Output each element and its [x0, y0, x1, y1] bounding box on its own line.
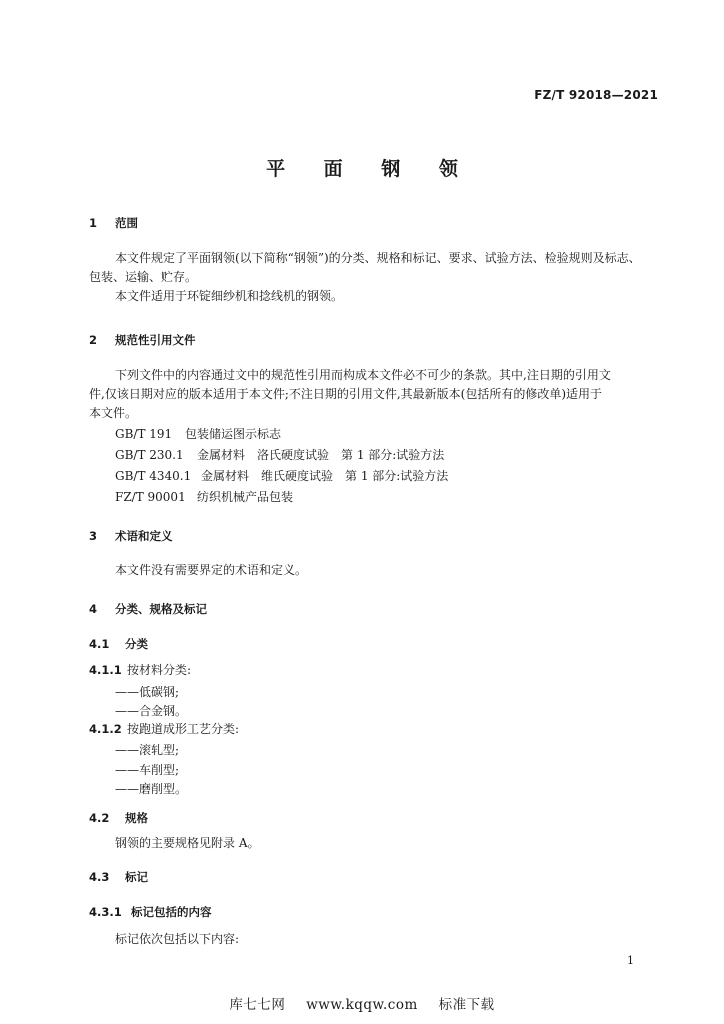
page-number: 1 — [627, 954, 634, 967]
standard-code: FZ/T 92018—2021 — [534, 88, 658, 102]
section-title: 规格 — [125, 811, 149, 825]
section-title: 术语和定义 — [115, 529, 173, 543]
clause-4-1-2 — [89, 720, 652, 739]
footer-tagline: 标准下载 — [438, 997, 495, 1013]
section-3-heading — [89, 528, 173, 544]
section-2-heading — [89, 332, 196, 348]
reference-name: 纺织机械产品包装 — [197, 490, 294, 504]
list-item: ——合金钢。 — [115, 704, 188, 718]
reference-name: 金属材料 维氏硬度试验 第 1 部分:试验方法 — [201, 469, 449, 483]
clause-4-1-1 — [89, 661, 652, 680]
paragraph: 本文件没有需要界定的术语和定义。 — [115, 563, 308, 577]
section-title: 标记包括的内容 — [131, 905, 212, 919]
section-number: 4.2 — [89, 811, 110, 825]
section-title: 分类、规格及标记 — [115, 602, 208, 616]
list-item: ——低碳钢; — [115, 685, 180, 699]
section-number: 1 — [89, 216, 98, 230]
section-number: 4 — [89, 602, 98, 616]
paragraph: 本文件适用于环锭细纱机和捻线机的钢领。 — [115, 289, 344, 303]
list-item: ——磨削型。 — [115, 782, 188, 796]
reference-name: 包装储运图示标志 — [185, 427, 282, 441]
paragraph: 钢领的主要规格见附录 A。 — [115, 836, 260, 850]
document-title: 平 面 钢 领 — [266, 158, 474, 180]
reference-code: GB/T 4340.1 — [115, 469, 192, 483]
section-number: 3 — [89, 529, 98, 543]
section-title: 规范性引用文件 — [115, 333, 196, 347]
reference-item — [115, 446, 444, 463]
section-title: 范围 — [115, 216, 139, 230]
paragraph: 件,仅该日期对应的版本适用于本文件;不注日期的引用文件,其最新版本(包括所有的修改单)适用于 — [89, 387, 603, 401]
subsection-4-3-heading — [89, 869, 148, 885]
list-item: ——车削型; — [115, 763, 180, 777]
section-1-heading — [89, 215, 138, 231]
section-number: 2 — [89, 333, 98, 347]
section-title: 标记 — [125, 870, 149, 884]
clause-text: 按跑道成形工艺分类: — [127, 722, 240, 736]
section-number: 4.3 — [89, 870, 110, 884]
clause-number: 4.1.2 — [89, 722, 122, 736]
paragraph: 下列文件中的内容通过文中的规范性引用而构成本文件必不可少的条款。其中,注日期的引用文 — [115, 368, 611, 382]
subsection-4-2-heading — [89, 810, 148, 826]
reference-code: GB/T 230.1 — [115, 448, 184, 462]
paragraph: 包装、运输、贮存。 — [89, 270, 198, 284]
reference-item — [115, 488, 293, 505]
reference-item — [115, 467, 448, 484]
clause-text: 按材料分类: — [127, 663, 192, 677]
reference-name: 金属材料 洛氏硬度试验 第 1 部分:试验方法 — [197, 448, 445, 462]
watermark-footer — [0, 993, 724, 1013]
subsection-4-1-heading — [89, 636, 148, 652]
subsection-4-3-1-heading — [89, 904, 212, 920]
footer-site-name: 库七七网 — [229, 997, 286, 1013]
section-number: 4.3.1 — [89, 905, 122, 919]
reference-item — [115, 425, 281, 442]
footer-site-url: www.kqqw.com — [306, 997, 418, 1013]
list-item: ——滚轧型; — [115, 743, 180, 757]
clause-number: 4.1.1 — [89, 663, 122, 677]
paragraph: 本文件规定了平面钢领(以下简称“钢领”)的分类、规格和标记、要求、试验方法、检验规则及标志、 — [115, 251, 641, 265]
reference-code: FZ/T 90001 — [115, 490, 186, 504]
section-4-heading — [89, 601, 207, 617]
section-number: 4.1 — [89, 637, 110, 651]
paragraph: 标记依次包括以下内容: — [115, 932, 240, 946]
section-title: 分类 — [125, 637, 149, 651]
paragraph: 本文件。 — [89, 406, 138, 420]
reference-code: GB/T 191 — [115, 427, 173, 441]
